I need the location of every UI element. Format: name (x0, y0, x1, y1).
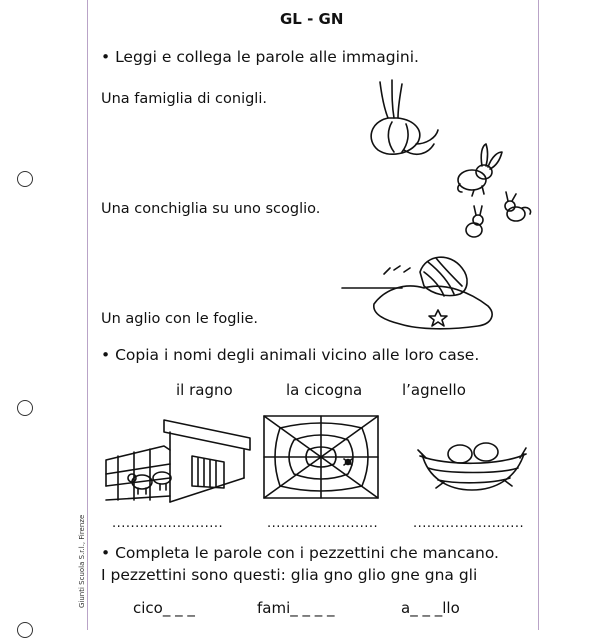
shell-on-rock-illustration (340, 250, 500, 335)
barn-illustration (104, 416, 254, 508)
binder-hole-top (17, 171, 33, 187)
exercise2-instruction: • Copia i nomi degli animali vicino alle loro case. (101, 346, 480, 364)
spider-web-illustration (262, 414, 380, 500)
nest-illustration (416, 428, 531, 498)
fill-word-famiglia[interactable]: fami_ _ _ _ (257, 599, 335, 617)
word-ragno: il ragno (176, 381, 233, 399)
sentence-conchiglia: Una conchiglia su uno scoglio. (101, 201, 321, 217)
fill-word-aglio[interactable]: a_ _ _llo (401, 599, 460, 617)
blank-line-1[interactable]: ........................ (112, 516, 224, 531)
binder-hole-middle (17, 400, 33, 416)
pieces-list: I pezzettini sono questi: glia gno glio gne gna gli (101, 566, 478, 584)
sentence-aglio: Un aglio con le foglie. (101, 311, 259, 327)
garlic-illustration (362, 78, 442, 160)
page-title: GL - GN (280, 10, 344, 28)
sentence-conigli: Una famiglia di conigli. (101, 91, 267, 107)
publisher-credit: Giunti Scuola S.r.l., Firenze (78, 514, 86, 608)
word-cicogna: la cicogna (286, 381, 363, 399)
word-agnello: l’agnello (402, 381, 466, 399)
fill-word-cicogna[interactable]: cico_ _ _ (133, 599, 195, 617)
exercise1-instruction: • Leggi e collega le parole alle immagini. (101, 48, 419, 66)
binder-hole-bottom (17, 622, 33, 638)
blank-line-3[interactable]: ........................ (413, 516, 525, 531)
blank-line-2[interactable]: ........................ (267, 516, 379, 531)
exercise3-instruction: • Completa le parole con i pezzettini che mancano. (101, 544, 499, 562)
rabbits-illustration (444, 140, 544, 250)
